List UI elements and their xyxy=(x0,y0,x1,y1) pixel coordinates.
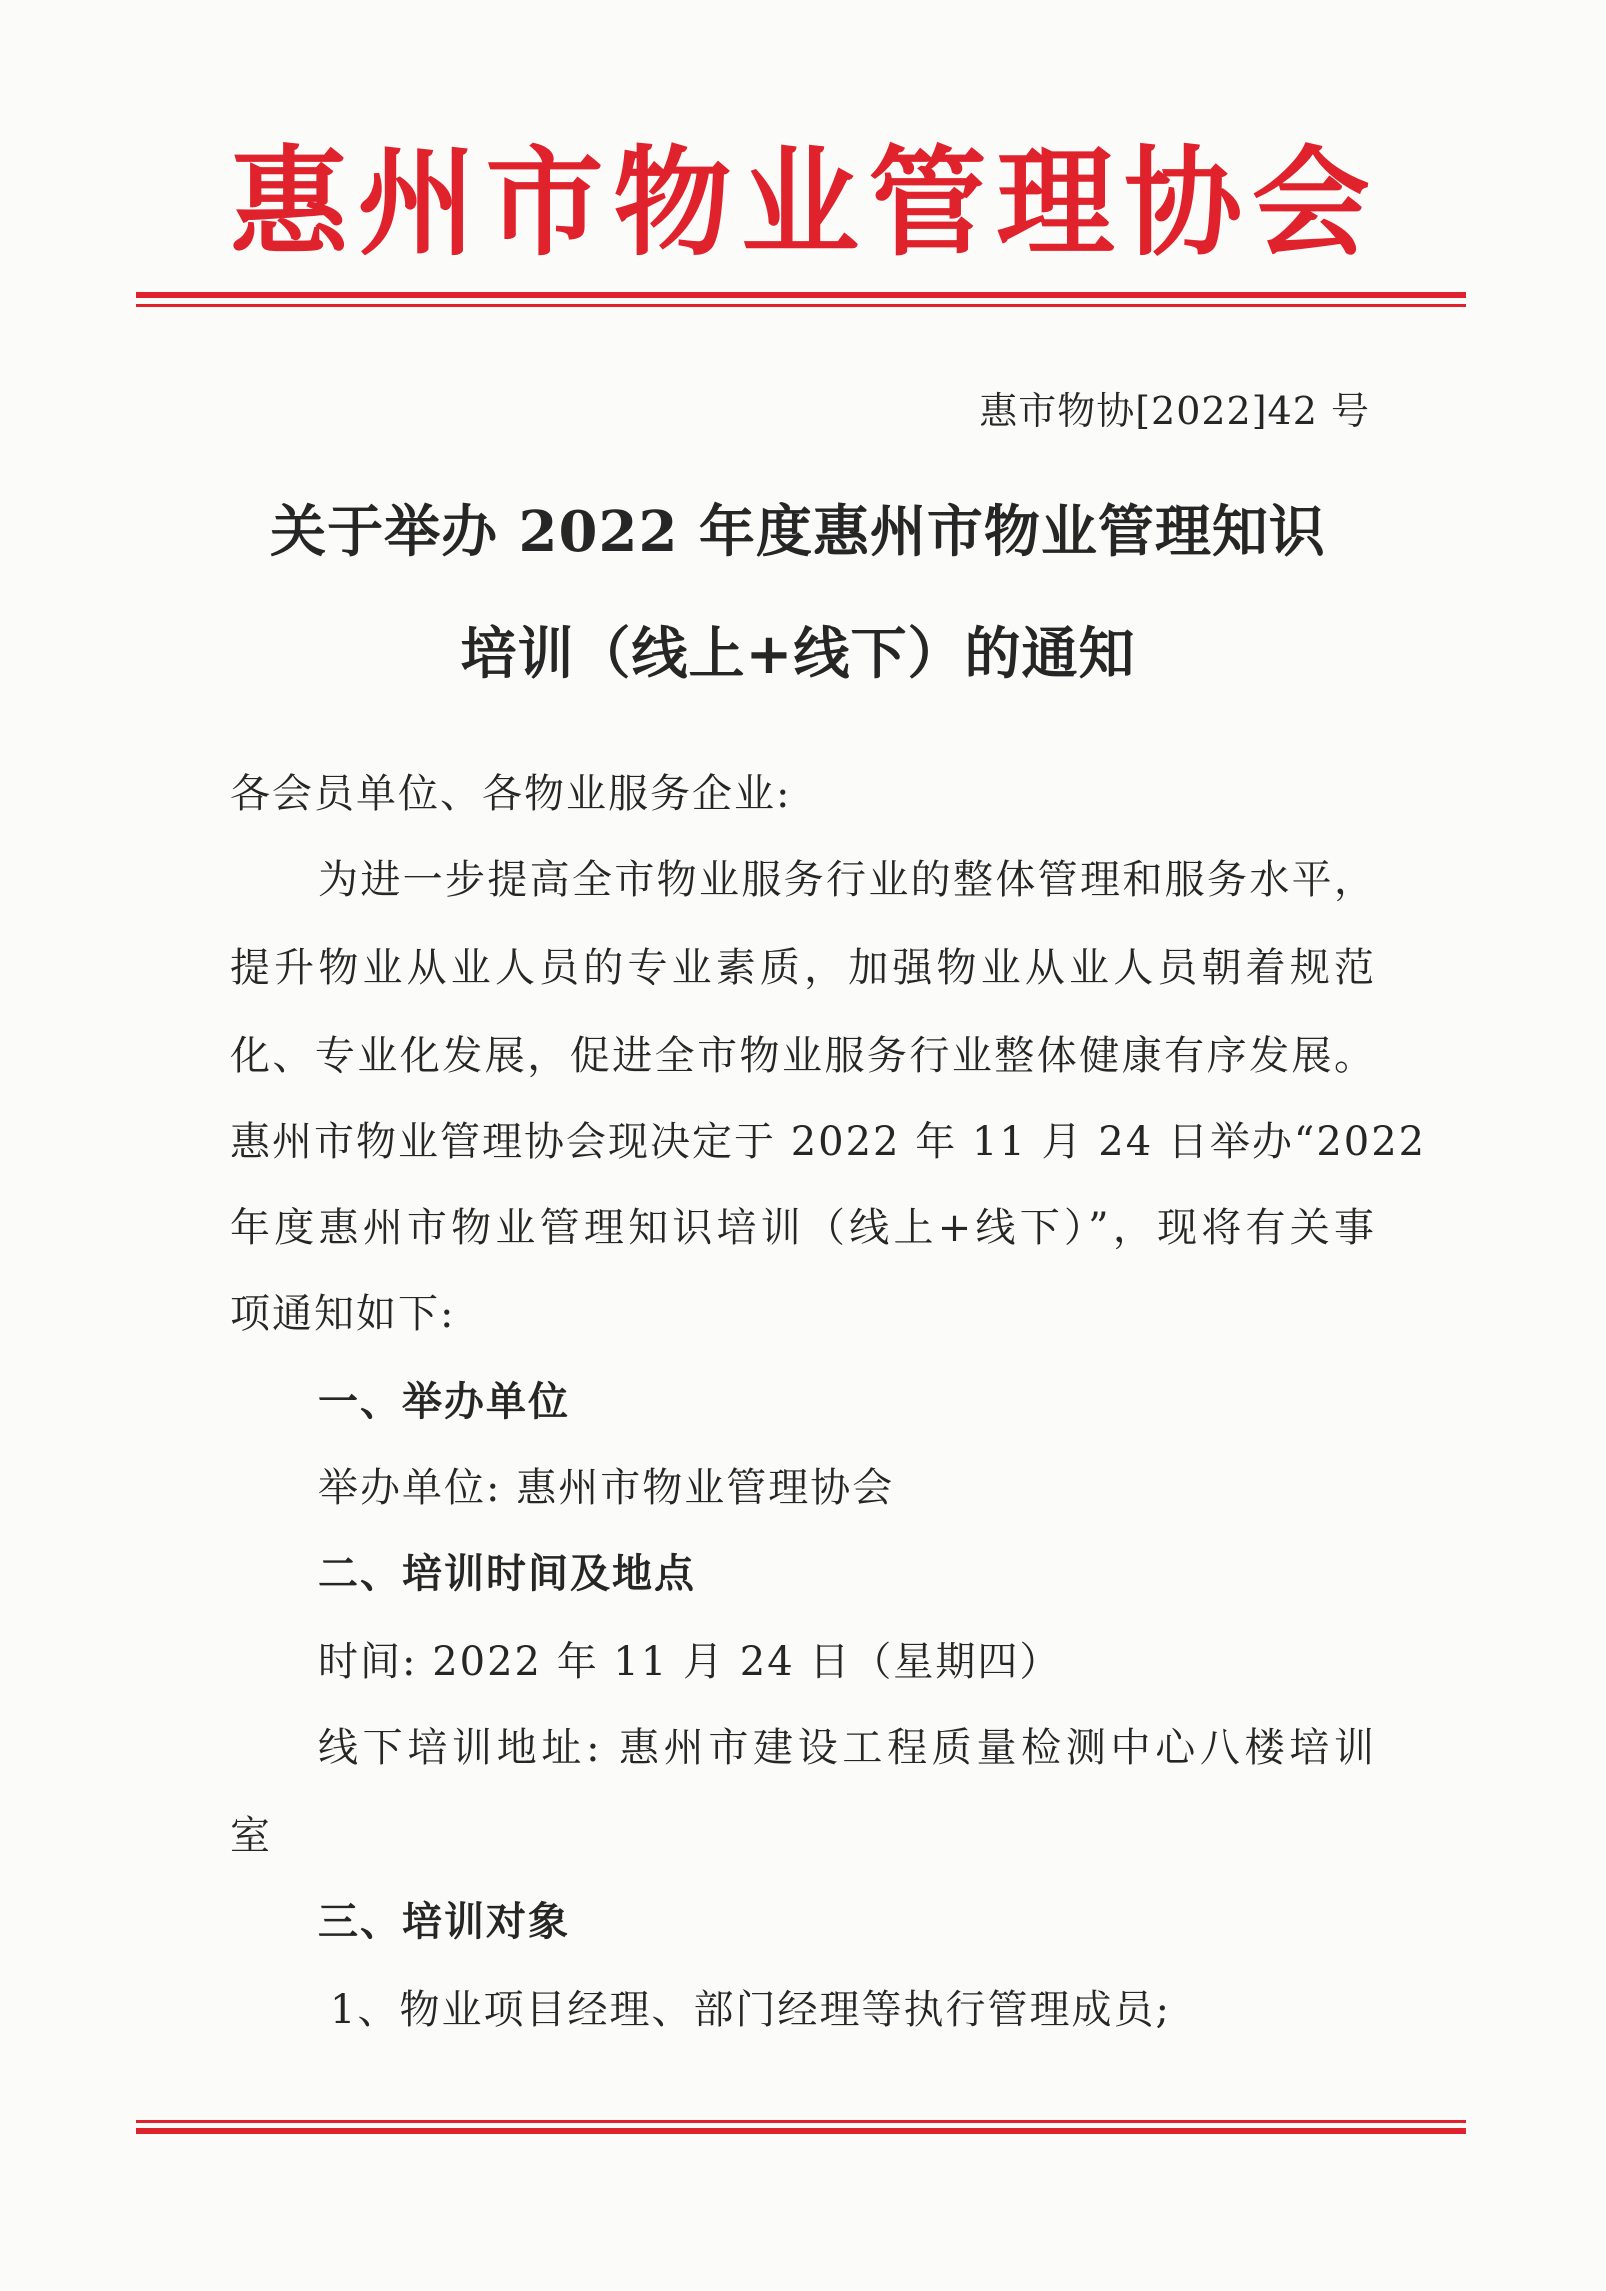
header-char: 协 xyxy=(1124,134,1243,272)
training-address-cont: 室 xyxy=(230,1813,272,1859)
paragraph-line: 惠州市物业管理协会现决定于 2022 年 11 月 24 日举办“2022 xyxy=(230,1119,1427,1165)
header-char: 惠 xyxy=(230,134,349,272)
training-address: 线下培训地址: 惠州市建设工程质量检测中心八楼培训 xyxy=(318,1725,1376,1771)
header-divider-thick xyxy=(136,292,1466,298)
list-item: 1、物业项目经理、部门经理等执行管理成员; xyxy=(330,1987,1171,2033)
header-char: 物 xyxy=(613,134,732,272)
paragraph-line: 化、专业化发展，促进全市物业服务行业整体健康有序发展。 xyxy=(230,1033,1376,1079)
document-number: 惠市物协[2022]42 号 xyxy=(979,389,1370,433)
organization-header xyxy=(230,128,1370,278)
header-char: 理 xyxy=(996,134,1115,272)
section-heading: 三、培训对象 xyxy=(318,1898,570,1945)
header-char: 管 xyxy=(868,134,987,272)
footer-divider-thick xyxy=(136,2128,1466,2134)
section-text: 举办单位: 惠州市物业管理协会 xyxy=(318,1465,895,1511)
salutation: 各会员单位、各物业服务企业: xyxy=(230,771,792,817)
header-divider-thin xyxy=(136,304,1466,307)
header-char: 州 xyxy=(357,134,476,272)
paragraph-line: 年度惠州市物业管理知识培训（线上+线下）”，现将有关事 xyxy=(230,1205,1376,1251)
training-time: 时间: 2022 年 11 月 24 日（星期四） xyxy=(318,1639,1062,1685)
paragraph-line: 项通知如下: xyxy=(230,1291,456,1337)
header-char: 会 xyxy=(1251,134,1370,272)
section-heading: 二、培训时间及地点 xyxy=(318,1550,696,1597)
header-char: 业 xyxy=(740,134,859,272)
paragraph-line: 提升物业从业人员的专业素质，加强物业从业人员朝着规范 xyxy=(230,945,1376,991)
section-heading: 一、举办单位 xyxy=(318,1378,570,1425)
notice-title-line-1: 关于举办 2022 年度惠州市物业管理知识 xyxy=(270,499,1326,565)
paragraph-line: 为进一步提高全市物业服务行业的整体管理和服务水平， xyxy=(318,857,1376,903)
footer-divider-thin xyxy=(136,2120,1466,2123)
header-char: 市 xyxy=(485,134,604,272)
notice-title-line-2: 培训（线上+线下）的通知 xyxy=(460,621,1136,687)
